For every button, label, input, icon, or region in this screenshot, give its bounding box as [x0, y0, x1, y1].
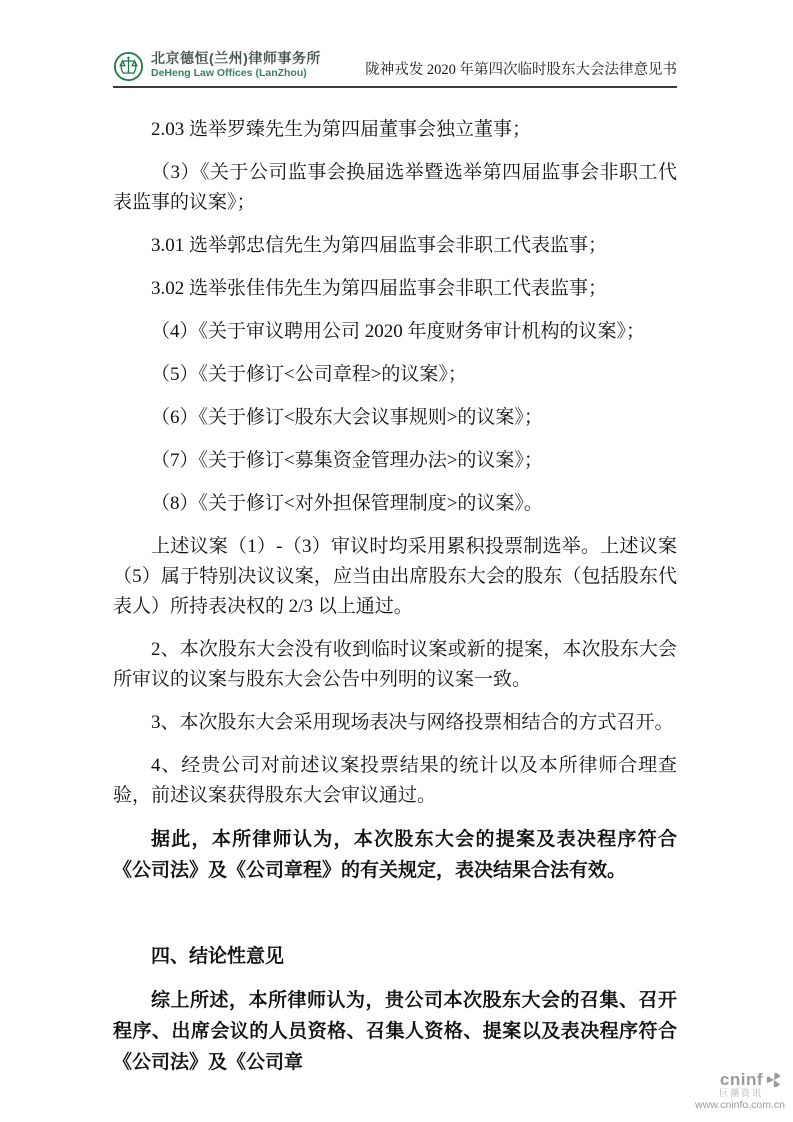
scales-of-justice-logo-icon — [113, 51, 144, 82]
firm-names — [151, 50, 321, 80]
cninfo-brand-row — [720, 1071, 783, 1089]
paragraph: 3.02 选举张佳伟先生为第四届监事会非职工代表监事； — [151, 278, 608, 299]
header-divider — [113, 86, 677, 88]
paragraph: （5）《关于修订<公司章程>的议案》； — [151, 364, 467, 385]
paragraph: 4、经贵公司对前述议案投票结果的统计以及本所律师合理查验，前述议案获得股东大会审议通过。 — [113, 755, 677, 806]
paragraph: 上述议案（1）-（3）审议时均采用累积投票制选举。上述议案（5）属于特别决议议案，应当由出席股东大会的股东（包括股东代表人）所持表决权的 2/3 以上通过。 — [113, 536, 677, 617]
paragraph: （4）《关于审议聘用公司 2020 年度财务审计机构的议案》； — [151, 321, 646, 342]
document-header — [113, 50, 677, 82]
cninfo-watermark — [695, 1071, 785, 1112]
paragraph: 3、本次股东大会采用现场表决与网络投票相结合的方式召开。 — [151, 712, 674, 733]
firm-name-chinese: 北京德恒(兰州)律师事务所 — [151, 50, 321, 66]
paragraph: 2、本次股东大会没有收到临时议案或新的提案，本次股东大会所审议的议案与股东大会公告中列明的议案一致。 — [113, 639, 677, 690]
firm-name-english: DeHeng Law Offices (LanZhou) — [151, 67, 307, 79]
section-heading: 四、结论性意见 — [151, 946, 285, 967]
paragraph: （8）《关于修订<对外担保管理制度>的议案》。 — [151, 493, 543, 514]
cninfo-url: www.cninfo.com.cn — [695, 1099, 785, 1111]
paragraph: 2.03 选举罗臻先生为第四届董事会独立董事； — [151, 119, 532, 140]
cninfo-brand-text: cninf — [719, 1070, 763, 1089]
cninfo-swirl-icon — [765, 1071, 783, 1089]
paragraph: （3）《关于公司监事会换届选举暨选举第四届监事会非职工代表监事的议案》； — [113, 162, 677, 213]
conclusion-statement: 据此，本所律师认为，本次股东大会的提案及表决程序符合《公司法》及《公司章程》的有关规定，表决结果合法有效。 — [113, 829, 677, 881]
cninfo-brand-chinese: 巨潮资讯 — [718, 1088, 763, 1098]
final-opinion-paragraph: 综上所述，本所律师认为，贵公司本次股东大会的召集、召开程序、出席会议的人员资格、召集人资格、提案以及表决程序符合《公司法》及《公司章 — [113, 990, 677, 1073]
document-title: 陇神戎发 2020 年第四次临时股东大会法律意见书 — [365, 62, 677, 78]
paragraph: （6）《关于修订<股东大会议事规则>的议案》； — [151, 407, 543, 428]
law-firm-identity — [113, 50, 321, 82]
paragraph: （7）《关于修订<募集资金管理办法>的议案》； — [151, 450, 543, 471]
document-body — [113, 115, 677, 1078]
paragraph: 3.01 选举郭忠信先生为第四届监事会非职工代表监事； — [151, 235, 608, 256]
